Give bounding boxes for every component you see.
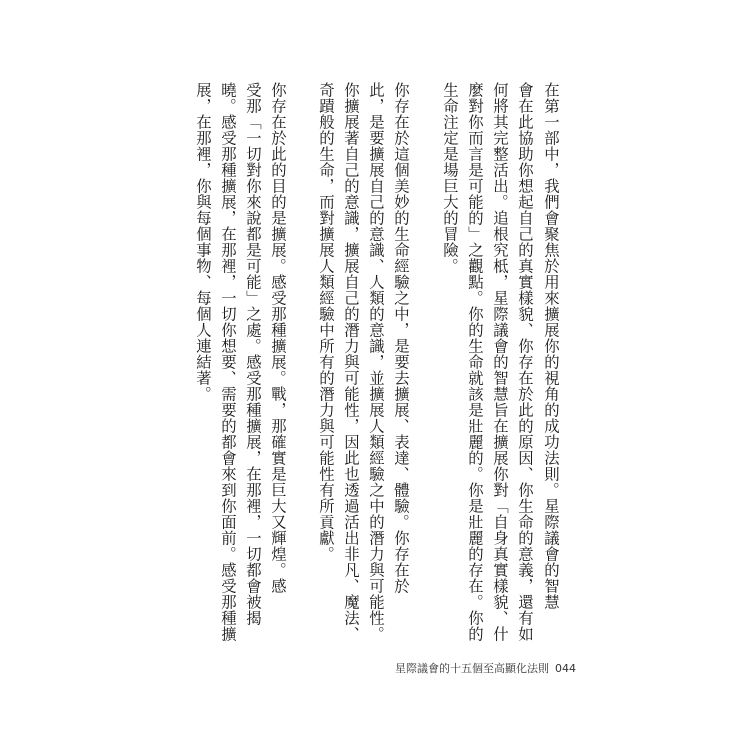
text-column: 你存在於此的目的是擴展。感受那種擴展。戰，那確實是巨大又輝煌。感 [269, 82, 287, 594]
text-column: 受那「一切對你來說都是可能」之處。感受那種擴展，在那裡，一切都會被揭 [244, 82, 262, 626]
book-title: 星際議會的十五個至高顯化法則 [395, 662, 549, 675]
text-column: 在第一部中，我們會聚焦於用來擴展你的視角的成功法則。星際議會的智慧 [542, 82, 560, 610]
text-column: 何將其完整活出。追根究柢，星際議會的智慧旨在擴展你對「自身真實樣貌、什 [491, 82, 509, 642]
text-column: 生命注定是場巨大的冒險。 [441, 82, 459, 274]
text-column: 此，是要擴展自己的意識、人類的意識，並擴展人類經驗之中的潛力與可能性。 [367, 82, 385, 642]
page-footer [395, 660, 576, 676]
page-number: 044 [555, 662, 576, 675]
text-column: 展，在那裡，你與每個事物、每個人連結著。 [194, 82, 212, 402]
text-column: 奇蹟般的生命，而對擴展人類經驗中所有的潛力與可能性有所貢獻。 [317, 82, 335, 562]
text-column: 曉。感受那種擴展，在那裡，一切你想要、需要的都會來到你面前。感受那種擴 [219, 82, 237, 642]
text-column: 你擴展著自己的意識，擴展自己的潛力與可能性，因此也透過活出非凡、魔法、 [342, 82, 360, 642]
text-column: 你存在於這個美妙的生命經驗之中，是要去擴展、表達、體驗。你存在於 [392, 82, 410, 594]
text-column: 麼對你而言是可能的」之觀點。你的生命就該是壯麗的。你是壯麗的存在。你的 [466, 82, 484, 642]
text-column: 會在此協助你想起自己的真實樣貌、你存在於此的原因、你生命的意義，還有如 [516, 82, 534, 642]
